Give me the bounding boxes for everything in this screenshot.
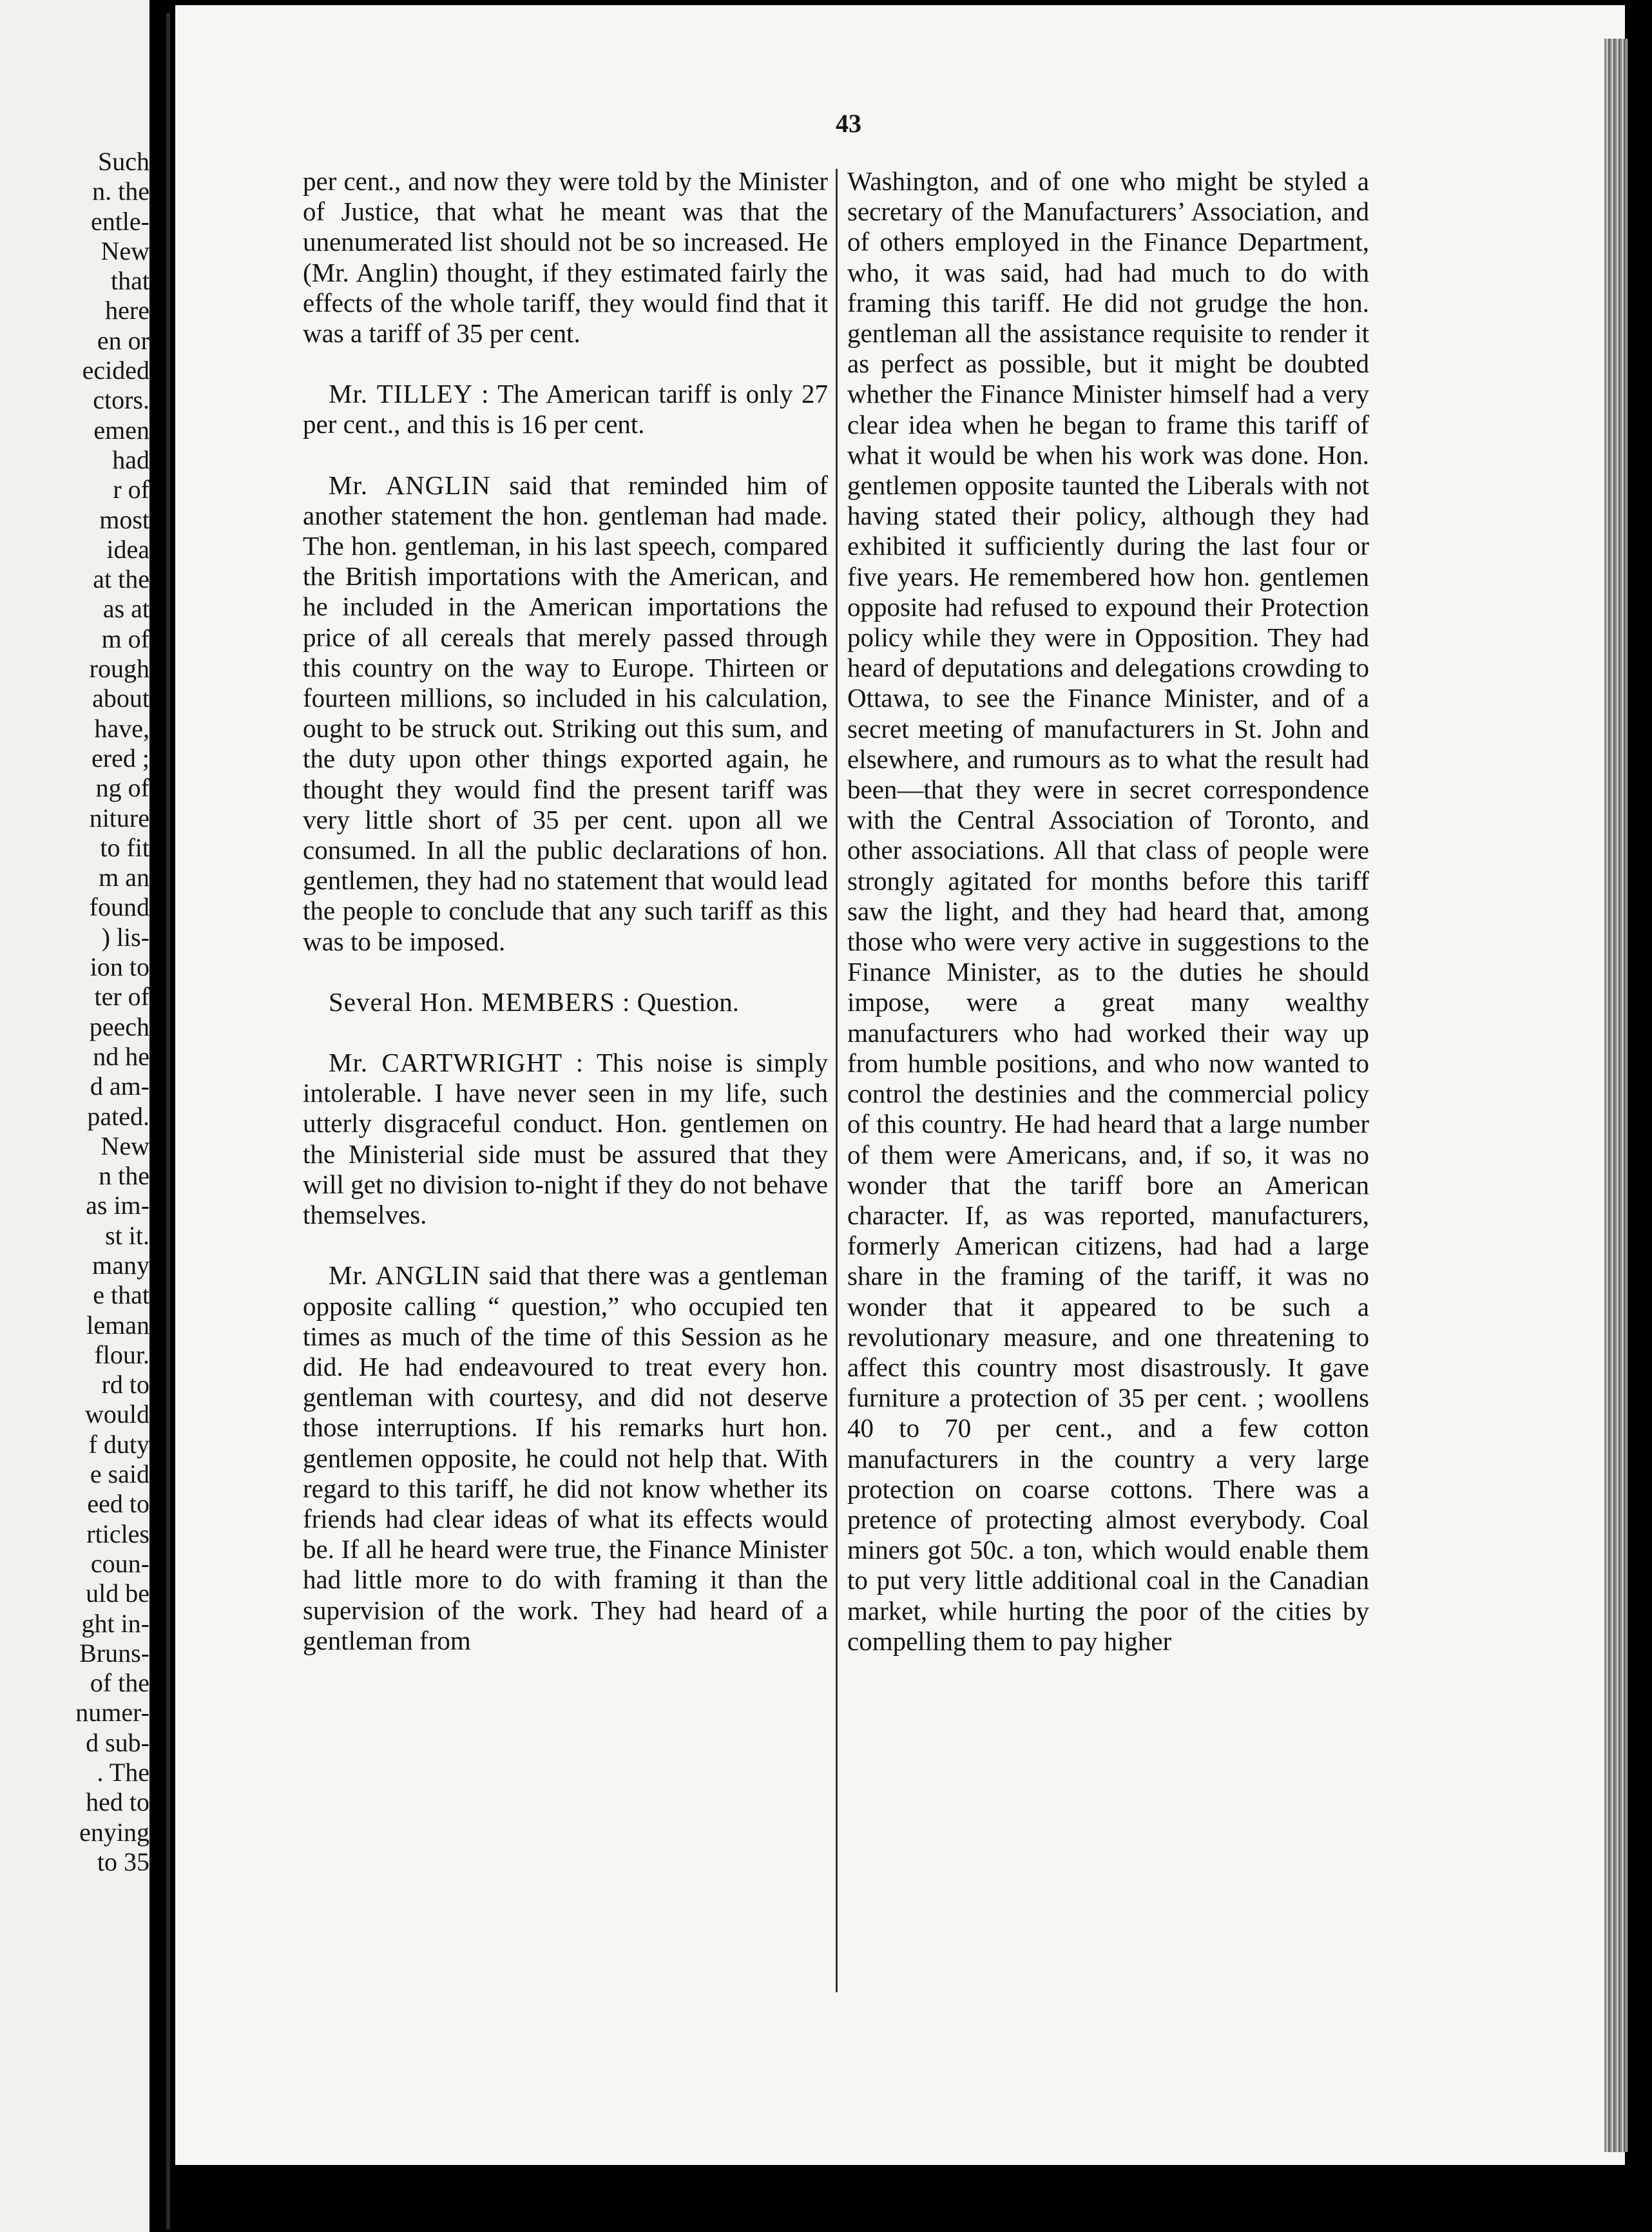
- facing-page-line: of the: [90, 1668, 149, 1698]
- page-gutter: [166, 13, 170, 2229]
- facing-page-line: r of: [113, 475, 149, 505]
- facing-page-line: found: [89, 892, 149, 922]
- facing-page-line: at the: [93, 564, 149, 594]
- facing-page-line: hed to: [86, 1787, 149, 1817]
- facing-page-fragment: [0, 0, 149, 2232]
- facing-page-line: New: [101, 236, 149, 265]
- page-number: 43: [836, 109, 861, 138]
- facing-page-line: rough: [89, 654, 149, 684]
- facing-page-line: ght in-: [81, 1608, 149, 1638]
- facing-page-line: eed to: [87, 1489, 149, 1519]
- facing-page-line: about: [92, 684, 149, 713]
- facing-page-line: m an: [99, 863, 149, 892]
- paragraph: Washington, and of one who might be styled a secretary of the Manufacturers’ Association, and of others employed in the Finance Department, who, it was said, had had much to do with framing this tariff. He did not grudge the hon. gentleman all the assistance requisite to render it as perfect as possible, but it might be doubted whether the Finance Minister himself had a very clear idea when he began to frame this tariff of what it would be when his work was done. Hon. gentlemen opposite taunted the Liberals with not having stated their policy, although they had exhibited it sufficiently during the last four or five years. He remembered how hon. gentlemen opposite had refused to expound their Protection policy while they were in Opposition. They had heard of deputations and delegations crowding to Ottawa, to see the Finance Minister, and of a secret meeting of manufacturers in St. John and elsewhere, and rumours as to what the result had been—that they were in secret correspondence with the Central Association of Toronto, and other associations. All that class of people were strongly agitated for months before this tariff saw the light, and they had heard that, among those who were very active in suggestions to the Finance Minister, as to the duties he should impose, were a great many wealthy manufacturers who had worked their way up from humble positions, and who now wanted to control the destinies and the commercial policy of this country. He had heard that a large number of them were Americans, and, if so, it was no wonder that the tariff bore an American character. If, as was reported, manufacturers, formerly American citizens, had had a large share in the framing of the tariff, it was no wonder that it appeared to be such a revolutionary measure, and one threatening to affect this country most disastrously. It gave furniture a protection of 35 per cent. ; woollens 40 to 70 per cent., and a few cotton manufacturers in the country a very large protection on coarse cottons. There was a pretence of protecting almost everybody. Coal miners got 50c. a ton, which would enable them to put very little additional coal in the Canadian market, while hurting the poor of the cities by compelling them to pay higher: [847, 166, 1369, 1656]
- facing-page-line: as im-: [86, 1191, 149, 1220]
- speaker-name: Mr. CARTWRIGHT :: [329, 1048, 584, 1078]
- facing-page-line: Such: [98, 147, 149, 176]
- facing-page-line: en or: [97, 325, 149, 355]
- facing-page-line: to fit: [100, 832, 149, 862]
- facing-page-line: ter of: [94, 982, 149, 1012]
- speech-text: The American tariff is only 27 per cent., and this is 16 per cent.: [303, 379, 828, 439]
- facing-page-line: have,: [94, 713, 149, 743]
- facing-page-line: n. the: [92, 177, 149, 206]
- facing-page-line: entle-: [90, 206, 149, 236]
- facing-page-line: had: [112, 445, 149, 474]
- speech-text: This noise is simply intolerable. I have never seen in my life, such utterly disgraceful conduct. Hon. gentlemen on the Ministerial side must be assured that they will get no division to-night if they do not behave themselves.: [303, 1048, 828, 1230]
- facing-page-line: pated.: [87, 1101, 149, 1131]
- facing-page-line: e said: [90, 1459, 149, 1489]
- facing-page-line: peech: [89, 1012, 149, 1041]
- facing-page-line: rd to: [101, 1370, 149, 1400]
- facing-page-line: most: [99, 505, 149, 534]
- facing-page-text: [8, 147, 149, 1877]
- facing-page-line: ng of: [95, 773, 149, 803]
- facing-page-line: uld be: [86, 1579, 149, 1608]
- facing-page-line: ered ;: [91, 743, 149, 773]
- facing-page-line: . The: [97, 1758, 149, 1787]
- facing-page-line: e that: [93, 1280, 149, 1310]
- facing-page-line: enying: [79, 1817, 149, 1847]
- facing-page-line: d am-: [90, 1072, 149, 1101]
- facing-page-line: Bruns-: [79, 1638, 149, 1668]
- facing-page-line: would: [85, 1400, 149, 1429]
- speaker-name: Mr. ANGLIN: [329, 470, 491, 500]
- facing-page-line: here: [105, 296, 149, 325]
- facing-page-line: emen: [93, 415, 149, 445]
- facing-page-line: f duty: [88, 1429, 149, 1459]
- facing-page-line: that: [111, 266, 149, 296]
- facing-page-line: many: [92, 1250, 149, 1280]
- facing-page-line: idea: [106, 534, 149, 564]
- facing-page-line: flour.: [94, 1340, 149, 1369]
- speaker-name: Mr. ANGLIN: [329, 1260, 481, 1291]
- speech-text: said that there was a gentleman opposite calling “ question,” who occupied ten times as much of the time of this Session as he did. He had endeavoured to treat every hon. gentleman with courtesy, and did not deserve those interruptions. If his remarks hurt hon. gentlemen opposite, he could not help that. With regard to this tariff, he did not know whether its friends had clear ideas of what its effects would be. If all he heard were true, the Finance Minister had little more to do with framing it than the supervision of the work. They had heard of a gentleman from: [303, 1260, 828, 1655]
- speech-text: said that reminded him of another statement the hon. gentleman had made. The hon. gentleman, in his last speech, compared the British importations with the American, and he included in the American importations the price of all cereals that merely passed through this country on the way to Europe. Thirteen or fourteen millions, so included in his calculation, ought to be struck out. Striking out this sum, and the duty upon other things exported again, he thought they would find the present tariff was very little short of 35 per cent. upon all we consumed. In all the public declarations of hon. gentlemen, they had no statement that would lead the people to conclude that any such tariff as this was to be imposed.: [303, 470, 828, 956]
- speech-cartwright: [303, 1048, 828, 1230]
- speech-members: [303, 987, 828, 1017]
- speech-text: Question.: [630, 986, 739, 1017]
- facing-page-line: ) lis-: [101, 922, 149, 952]
- left-column: [303, 166, 828, 1656]
- facing-page-line: leman: [86, 1310, 149, 1340]
- facing-page-line: rticles: [86, 1519, 149, 1548]
- facing-page-line: d sub-: [86, 1727, 149, 1757]
- facing-page-line: New: [101, 1131, 149, 1160]
- facing-page-line: m of: [101, 624, 149, 653]
- speech-tilley: [303, 379, 828, 439]
- facing-page-line: nd he: [93, 1041, 149, 1071]
- page-edge: [1604, 39, 1628, 2152]
- speech-anglin-2: [303, 1260, 828, 1656]
- facing-page-line: as at: [102, 594, 149, 624]
- speech-anglin-1: [303, 470, 828, 957]
- facing-page-line: numer-: [75, 1698, 149, 1727]
- facing-page-line: n the: [99, 1161, 149, 1191]
- facing-page-line: ecided: [82, 356, 149, 385]
- facing-page-line: ion to: [90, 952, 149, 982]
- speaker-name: Mr. TILLEY :: [329, 379, 490, 409]
- facing-page-line: coun-: [90, 1548, 149, 1578]
- facing-page-line: to 35: [97, 1847, 149, 1876]
- column-divider: [836, 169, 838, 1992]
- facing-page-line: st it.: [105, 1220, 149, 1250]
- facing-page-line: niture: [89, 803, 149, 832]
- paragraph: per cent., and now they were told by the Minister of Justice, that what he meant was that the unenumerated list should not be so increased. He (Mr. Anglin) thought, if they estimated fairly the effects of the whole tariff, they would find that it was a tariff of 35 per cent.: [303, 166, 828, 349]
- right-column: [847, 166, 1369, 1657]
- speaker-name: Several Hon. MEMBERS :: [329, 986, 631, 1017]
- facing-page-line: ctors.: [93, 385, 149, 415]
